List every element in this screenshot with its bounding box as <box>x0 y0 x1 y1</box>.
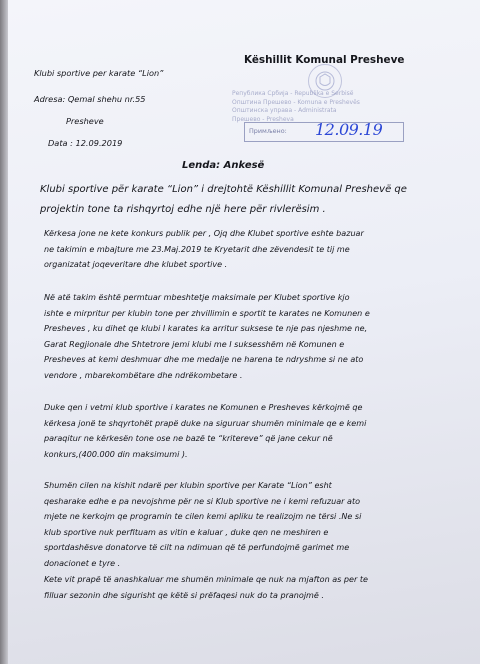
stamp-line: Прешево - Presheva <box>232 115 294 123</box>
stamp-line: Република Србија - Republika e Serbisë <box>232 90 354 97</box>
stamp-line: Општина Прешево - Komuna e Preshevës <box>232 98 360 106</box>
sender-club: Klubi sportive per karate “Lion” <box>34 68 164 78</box>
paragraph-3: Në atë takim është permtuar mbeshtetje maksimale per Klubet sportive kjo ishte e mirpritur per klubin tone per zhvillimin e sportit te karates ne Komunen e Presheves , ku dihet qe klubi I karates ka arritur suksese te nje pas njeshme ne, Garat Regjionale dhe Shtetrore jemi klubi me I suksesshëm në Komunen e Presheves at kemi deshmuar dhe me medalje ne harena te ndryshme si ne ato vendore , mbarekombëtare dhe ndrëkombetare . <box>44 293 370 380</box>
stamp-line: Општинска управа - Administrata <box>232 107 337 115</box>
paragraph-5: Shumën cilen na kishit ndarë per klubin sportive per Karate “Lion” esht qesharake edhe e pa nevojshme për ne si Klub sportive ne i kemi refuzuar ato mjete ne kerkojm qe programin te cilen kemi apliku te realizojm ne tërsi .Ne si klub sportive nuk perfituam as vitin e kaluar , duke qen ne meshiren e sportdashësve donatorve të cilt na ndimuan që të perfundojmë garimet me donacionet e tyre . <box>44 481 362 568</box>
recipient-name: Këshillit Komunal Presheve <box>244 54 405 66</box>
paragraph-6: Kete vit prapë të anashkaluar me shumën minimale qe nuk na mjafton as per te filluar sezonin dhe sigurisht qe këtë si prëfaqesi nuk do ta pranojmë . <box>44 575 368 600</box>
paragraph-4: Duke qen i vetmi klub sportive i karates ne Komunen e Presheves kërkojmë qe kërkesa jonë te shqyrtohët prapë duke na siguruar shumën minimale qe e kemi paraqitur ne kërkesën tone ose ne bazë te “kritereve” që jane cekur në konkurs,(400.000 din maksimumi ). <box>44 403 367 459</box>
sender-address: Adresa: Qemal shehu nr.55 <box>34 94 146 104</box>
paragraph-1: Klubi sportive për karate “Lion” i drejtohtë Këshillit Komunal Preshevë qe projektin tone ta rishqyrtoj edhe një here për rivlerësim . <box>40 184 407 215</box>
subject-line: Lenda: Ankesë <box>182 160 265 171</box>
sender-city: Presheve <box>66 116 104 126</box>
sender-date: Data : 12.09.2019 <box>48 138 123 148</box>
page-shadow-edge <box>0 0 8 664</box>
paragraph-2: Kërkesa jone ne kete konkurs publik per , Ojq dhe Klubet sportive eshte bazuar ne takimin e mbajture me 23.Maj.2019 te Kryetarit dhe zëvendesit te tij me organizatat joqeveritare dhe klubet sportive . <box>44 229 364 270</box>
received-stamp-box <box>244 122 404 142</box>
received-label: Примљено: <box>249 127 287 135</box>
received-date: 12.09.19 <box>315 120 383 139</box>
